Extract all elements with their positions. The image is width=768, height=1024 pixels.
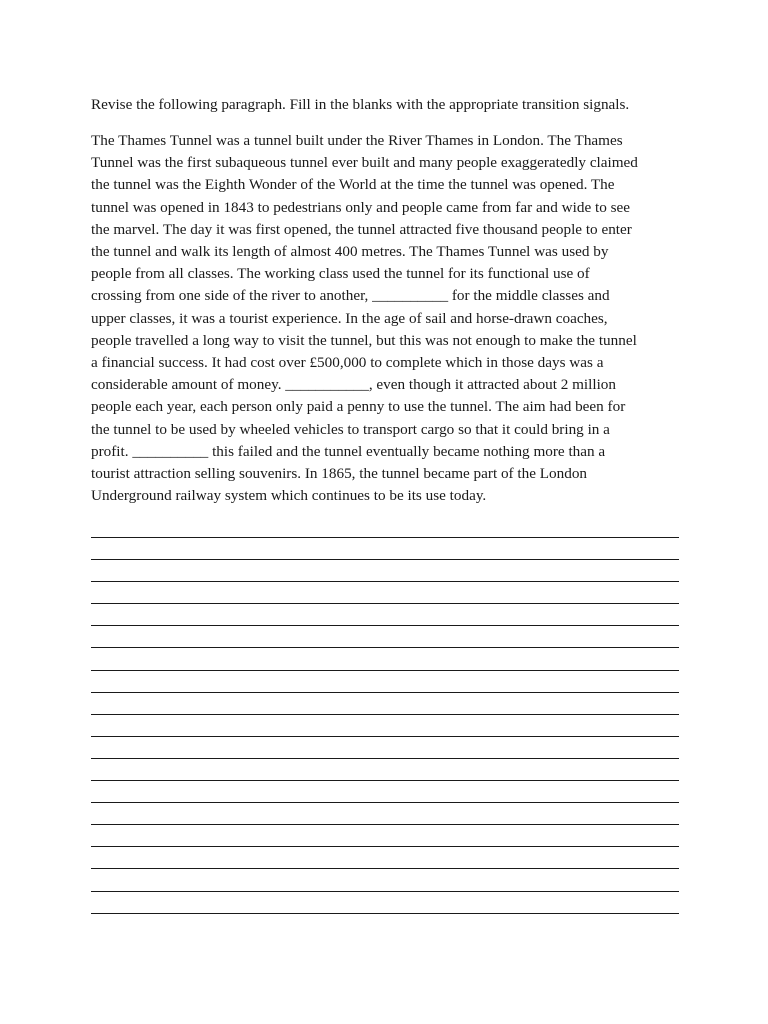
writing-line bbox=[91, 670, 679, 671]
passage-paragraph bbox=[91, 130, 681, 507]
writing-line bbox=[91, 846, 679, 847]
passage-line: the marvel. The day it was first opened, the tunnel attracted five thousand people to enter bbox=[91, 220, 632, 238]
worksheet bbox=[91, 94, 681, 507]
writing-line bbox=[91, 736, 679, 737]
passage-line-with-blank-2: considerable amount of money. ___________, even though it attracted about 2 million bbox=[91, 376, 616, 394]
writing-line bbox=[91, 758, 679, 759]
passage-line: people travelled a long way to visit the tunnel, but this was not enough to make the tunnel bbox=[91, 331, 637, 349]
writing-line bbox=[91, 537, 679, 538]
instruction-text: Revise the following paragraph. Fill in the blanks with the appropriate transition signals. bbox=[91, 96, 630, 113]
passage-line: the tunnel to be used by wheeled vehicles to transport cargo so that it could bring in a bbox=[91, 420, 610, 438]
writing-line bbox=[91, 647, 679, 648]
passage-line: tourist attraction selling souvenirs. In 1865, the tunnel became part of the London bbox=[91, 465, 588, 483]
passage-line-with-blank-1: crossing from one side of the river to another, __________ for the middle classes and bbox=[91, 287, 610, 305]
passage-line-with-blank-3: profit. __________ this failed and the tunnel eventually became nothing more than a bbox=[91, 442, 606, 460]
writing-line bbox=[91, 692, 679, 693]
writing-line bbox=[91, 913, 679, 914]
passage-line: Tunnel was the first subaqueous tunnel ever built and many people exaggeratedly claimed bbox=[91, 154, 638, 172]
writing-line bbox=[91, 714, 679, 715]
passage-line: Underground railway system which continues to be its use today. bbox=[91, 487, 487, 505]
writing-line bbox=[91, 802, 679, 803]
passage-line: upper classes, it was a tourist experience. In the age of sail and horse-drawn coaches, bbox=[91, 309, 608, 327]
answer-writing-lines bbox=[91, 537, 679, 935]
writing-line bbox=[91, 824, 679, 825]
writing-line bbox=[91, 625, 679, 626]
writing-line bbox=[91, 559, 679, 560]
writing-line bbox=[91, 581, 679, 582]
passage-line: people from all classes. The working class used the tunnel for its functional use of bbox=[91, 265, 590, 283]
writing-line bbox=[91, 780, 679, 781]
passage-line: a financial success. It had cost over £500,000 to complete which in those days was a bbox=[91, 354, 604, 372]
writing-line bbox=[91, 603, 679, 604]
passage-line: tunnel was opened in 1843 to pedestrians only and people came from far and wide to see bbox=[91, 198, 630, 216]
passage-line: the tunnel was the Eighth Wonder of the World at the time the tunnel was opened. The bbox=[91, 176, 615, 194]
writing-line bbox=[91, 891, 679, 892]
writing-line bbox=[91, 868, 679, 869]
passage-line: the tunnel and walk its length of almost 400 metres. The Thames Tunnel was used by bbox=[91, 243, 609, 261]
passage-line: people each year, each person only paid a penny to use the tunnel. The aim had been for bbox=[91, 398, 626, 416]
passage-line: The Thames Tunnel was a tunnel built under the River Thames in London. The Thames bbox=[91, 132, 623, 149]
